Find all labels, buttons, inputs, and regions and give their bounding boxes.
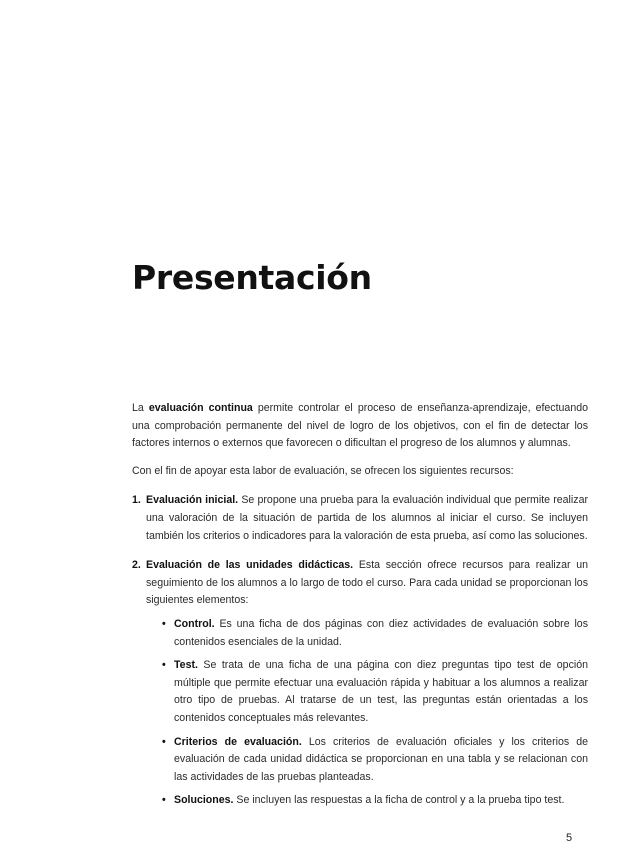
bullet-heading: Soluciones. — [174, 794, 234, 807]
bullet-item-criterios — [162, 734, 588, 787]
intro-pre: La — [132, 402, 149, 414]
list-number: 2. — [132, 559, 141, 572]
list-item-heading: Evaluación inicial. — [146, 494, 239, 507]
bullet-heading: Criterios de evaluación. — [174, 735, 302, 748]
page-title: Presentación — [132, 258, 372, 297]
bullet-item-control — [162, 616, 588, 651]
list-item-evaluacion-inicial — [132, 492, 588, 545]
bullet-body: Los criterios de evaluación oficiales y los criterios de evaluación de cada unidad didáctica se proporcionan en una tabla y se relacionan con las actividades de las pruebas planteadas. — [174, 735, 588, 783]
list-item-evaluacion-unidades — [132, 557, 588, 810]
bullet-heading: Test. — [174, 659, 198, 672]
bullet-icon: • — [162, 659, 166, 672]
list-item-body: Esta sección ofrece recursos para realizar un seguimiento de los alumnos a lo largo de todo el curso. Para cada unidad se proporcionan los siguientes elementos: — [146, 559, 588, 607]
list-item-text — [146, 557, 588, 610]
intro-paragraph — [132, 400, 588, 453]
bullet-icon: • — [162, 617, 166, 630]
bullet-body: Es una ficha de dos páginas con diez actividades de evaluación sobre los contenidos esenciales de la unidad. — [174, 617, 588, 648]
list-number: 1. — [132, 494, 141, 507]
list-item-text — [146, 492, 588, 545]
bullet-list — [146, 616, 588, 810]
page-body — [132, 400, 588, 816]
page-number: 5 — [566, 832, 573, 844]
bullet-icon: • — [162, 794, 166, 807]
bullet-item-test — [162, 657, 588, 727]
bullet-heading: Control. — [174, 617, 215, 630]
bullet-item-soluciones — [162, 792, 588, 810]
intro-bold-term: evaluación continua — [148, 402, 253, 414]
bullet-body: Se incluyen las respuestas a la ficha de control y a la prueba tipo test. — [233, 794, 565, 807]
resources-paragraph: Con el fin de apoyar esta labor de evaluación, se ofrecen los siguientes recursos: — [132, 464, 514, 477]
bullet-icon: • — [162, 735, 166, 748]
bullet-body: Se trata de una ficha de una página con diez preguntas tipo test de opción múltiple que permite efectuar una evaluación rápida y habituar a los alumnos a realizar otro tipo de pruebas. Al tratarse de un test, las preguntas están orientadas a los contenidos conceptuales más relevantes. — [174, 659, 588, 724]
list-item-heading: Evaluación de las unidades didácticas. — [146, 559, 354, 572]
list-item-body: Se propone una prueba para la evaluación individual que permite realizar una valoración de la situación de partida de los alumnos al iniciar el curso. Se incluyen también los criterios o indicadores para la valoración de esta prueba, así como las soluciones. — [146, 494, 588, 542]
intro-post: permite controlar el proceso de enseñanza-aprendizaje, efectuando una comprobación permanente del nivel de logro de los objetivos, con el fin de detectar los factores internos o externos que favorecen o dificultan el progreso de los alumnos y alumnas. — [132, 402, 588, 450]
